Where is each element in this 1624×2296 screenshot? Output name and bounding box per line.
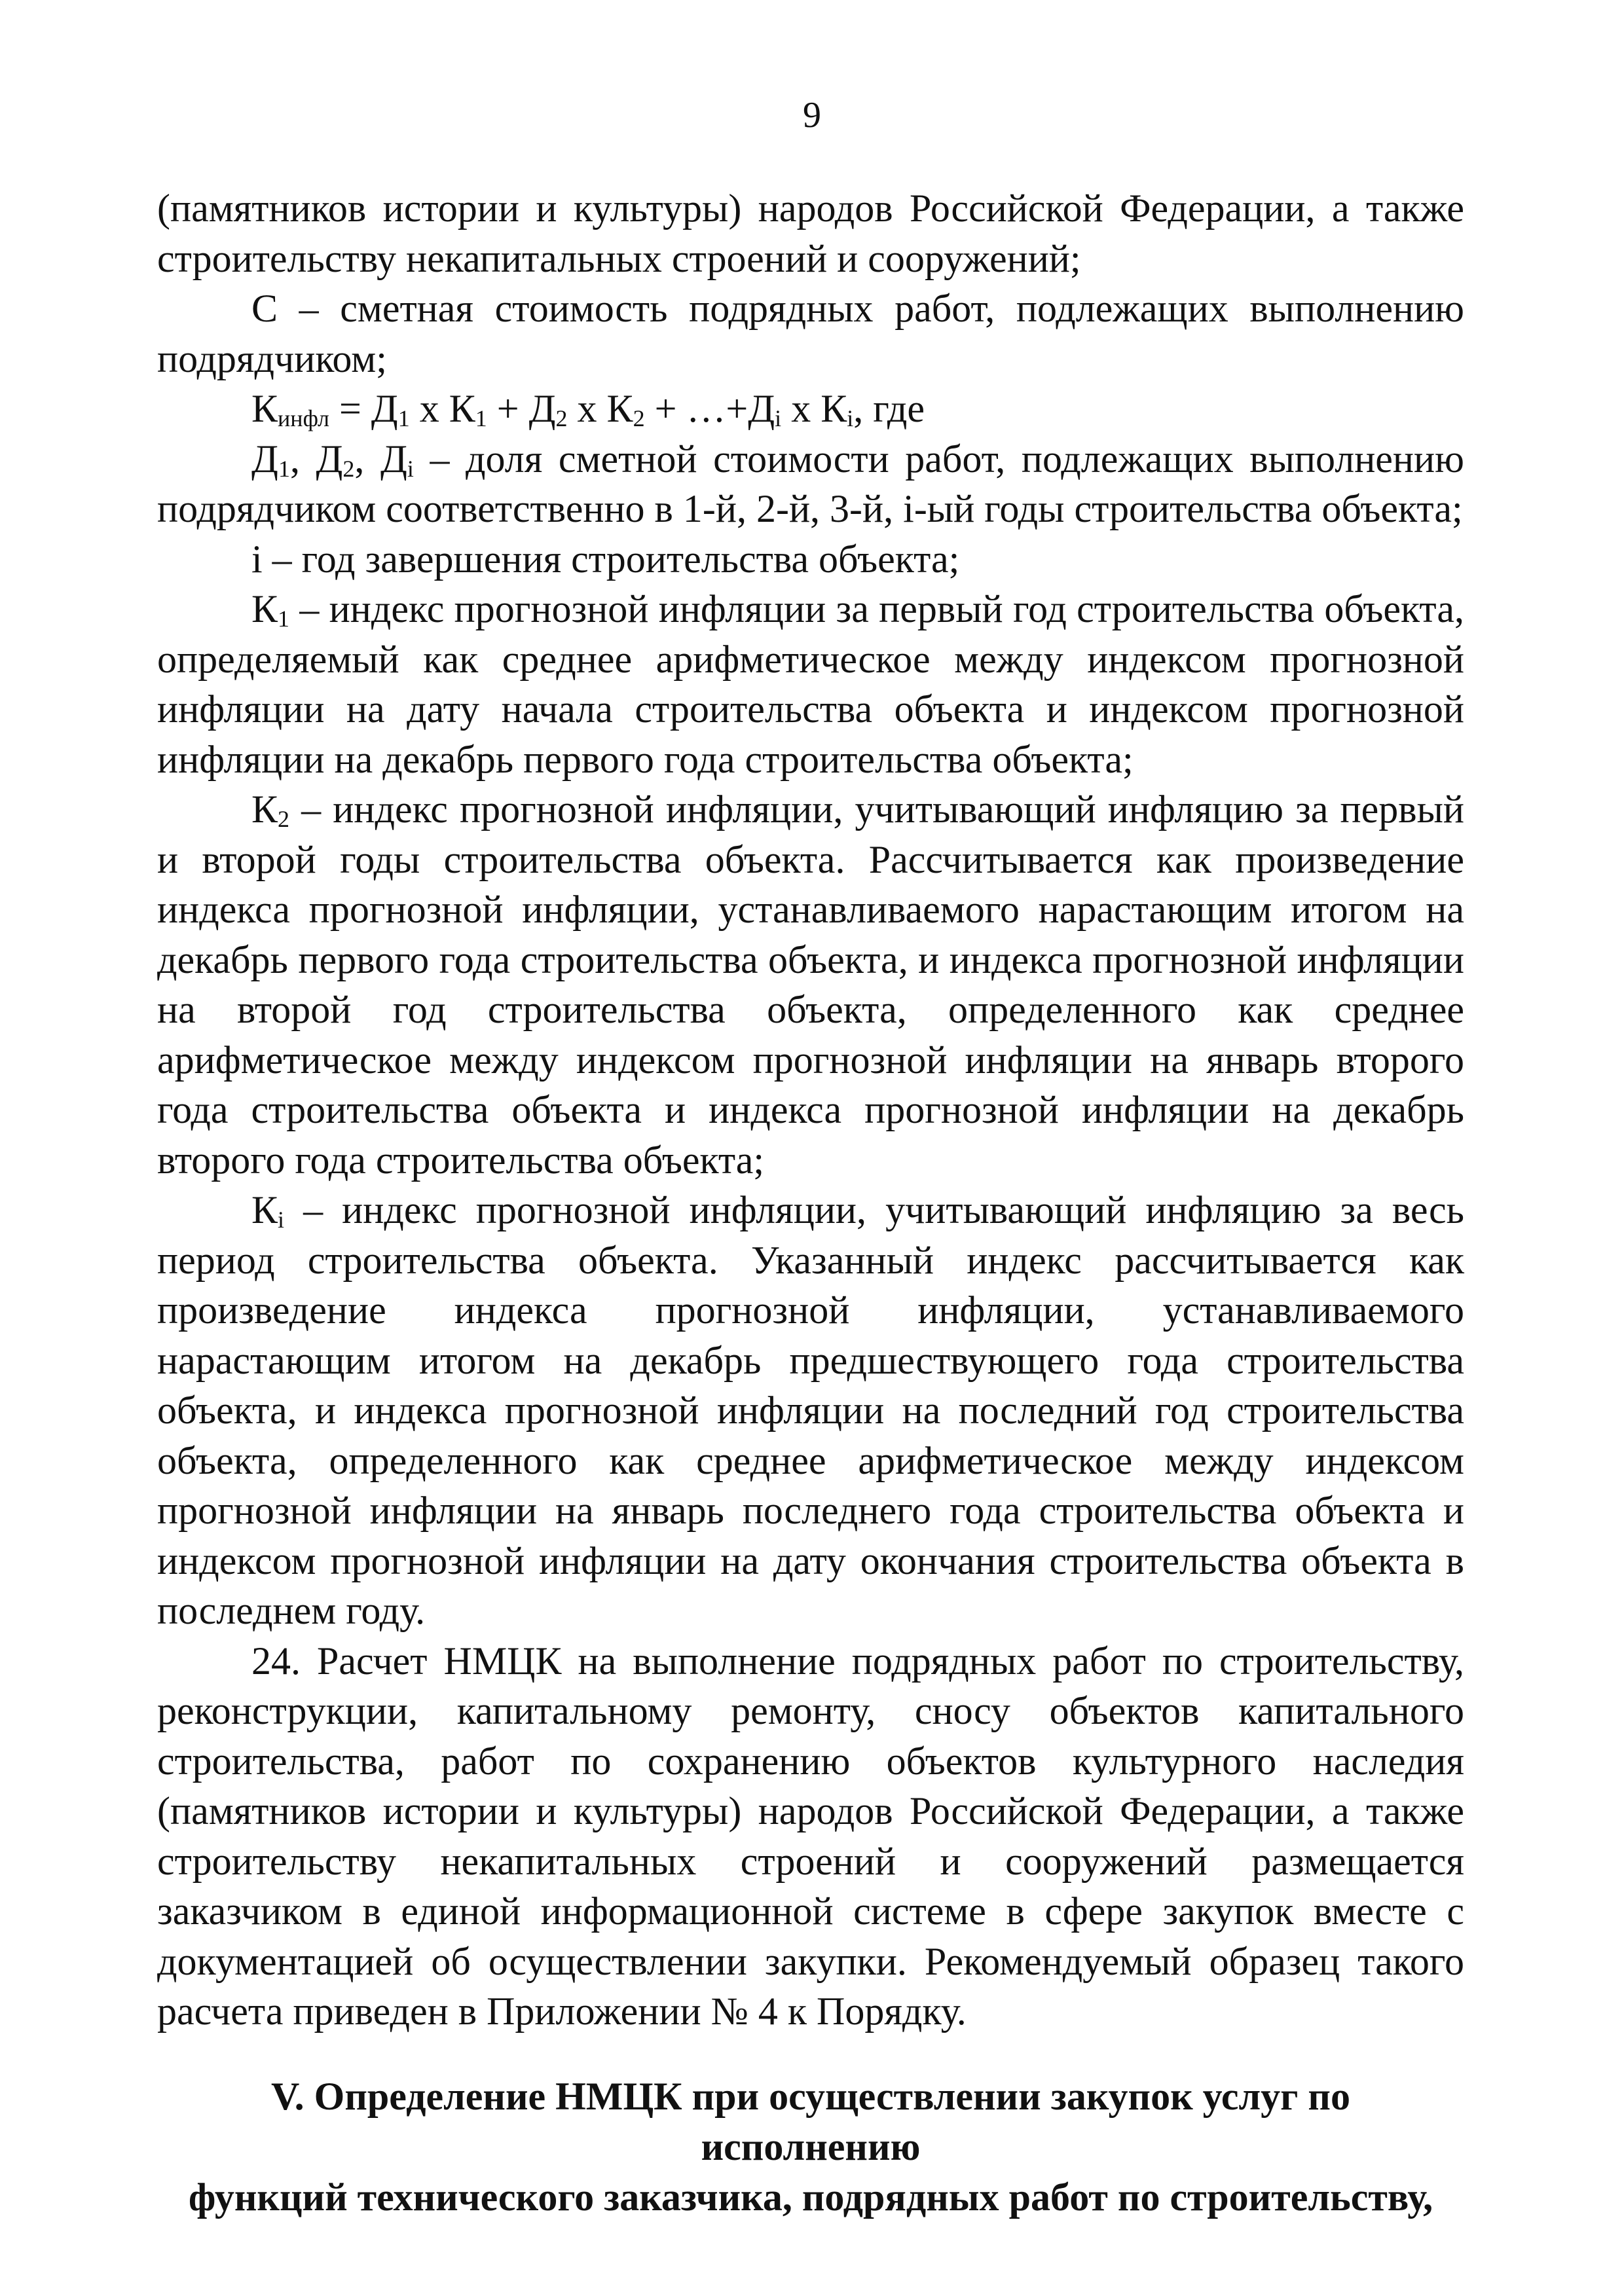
formula-k-infl [157,384,1464,434]
paragraph-definition-k1 [157,584,1464,784]
formula-subscript: инфл [278,405,329,432]
paragraph-definition-i: i – год завершения строительства объекта; [251,537,960,581]
section-heading-line: V. Определение НМЦК при осуществлении закупок услуг по исполнению [271,2075,1350,2168]
definition-text: – доля сметной стоимости работ, подлежащих выполнению подрядчиком соответственно в 1-й, 2-й, 3-й, i-ый годы строительства объекта; [157,437,1464,530]
formula-text: = Д [329,387,398,430]
document-body [157,183,1464,2037]
paragraph-definition-ki [157,1185,1464,1636]
paragraph-definition-k2 [157,784,1464,1185]
formula-subscript: 2 [555,405,568,432]
page-number: 9 [803,95,821,136]
formula-text: , где [853,387,925,430]
formula-text: К [251,387,278,430]
definition-text: – индекс прогнозной инфляции, учитывающий инфляцию за первый и второй годы строительства объекта. Рассчитывается как произведение индекса прогнозной инфляции, устанавливаемого нарастающим итогом на декабрь первого года строительства объекта, и индекса прогнозной инфляции на второй год строительства объекта, определенного как среднее арифметическое между индексом прогнозной инфляции на январь второго года строительства объекта и индекса прогнозной инфляции на декабрь второго года строительства объекта; [157,788,1464,1182]
symbol-subscript: 1 [278,455,290,482]
formula-subscript: 1 [397,405,410,432]
definition-text: – индекс прогнозной инфляции за первый год строительства объекта, определяемый как среднее арифметическое между индексом прогнозной инфляции на дату начала строительства объекта и индексом прогнозной инфляции на декабрь первого года строительства объекта; [157,587,1464,781]
symbol-subscript: i [278,1207,285,1233]
formula-text: х К [567,387,633,430]
section-heading [157,2071,1464,2223]
formula-subscript: i [847,405,854,432]
formula-text: х К [409,387,475,430]
section-heading-line: функций технического заказчика, подрядных работ по строительству, [188,2176,1433,2219]
formula-subscript: 1 [475,405,487,432]
formula-text: х К [781,387,847,430]
formula-subscript: 2 [633,405,645,432]
symbol-subscript: 1 [278,606,290,632]
paragraph-continuation: (памятников истории и культуры) народов Российской Федерации, а также строительству некапитальных строений и сооружений; [157,187,1464,280]
symbol: К [251,788,278,831]
paragraph-definition-c: С – сметная стоимость подрядных работ, подлежащих выполнению подрядчиком; [157,287,1464,380]
formula-text: + Д [487,387,556,430]
symbol: , Д [289,437,343,481]
symbol: К [251,587,278,630]
paragraph-definition-d [157,434,1464,534]
symbol-subscript: 2 [342,455,355,482]
symbol: , Д [354,437,407,481]
symbol: Д [251,437,278,481]
symbol: К [251,1188,278,1231]
formula-subscript: i [775,405,782,432]
formula-text: + …+Д [644,387,775,430]
symbol-subscript: 2 [278,806,290,833]
definition-text: – индекс прогнозной инфляции, учитывающий инфляцию за весь период строительства объекта. Указанный индекс рассчитывается как произведение индекса прогнозной инфляции, устанавливаемого нарастающим итогом на декабрь предшествующего года строительства объекта, и индекса прогнозной инфляции на последний год строительства объекта, определенного как среднее арифметическое между индексом прогнозной инфляции на январь последнего года строительства объекта и индексом прогнозной инфляции на дату окончания строительства объекта в последнем году. [157,1188,1464,1632]
symbol-subscript: i [407,455,414,482]
paragraph-item-24: 24. Расчет НМЦК на выполнение подрядных работ по строительству, реконструкции, капитальному ремонту, сносу объектов капитального строительства, работ по сохранению объектов культурного наследия (памятников истории и культуры) народов Российской Федерации, а также строительству некапитальных строений и сооружений размещается заказчиком в единой информационной системе в сфере закупок вместе с документацией об осуществлении закупки. Рекомендуемый образец такого расчета приведен в Приложении № 4 к Порядку. [157,1639,1464,2033]
